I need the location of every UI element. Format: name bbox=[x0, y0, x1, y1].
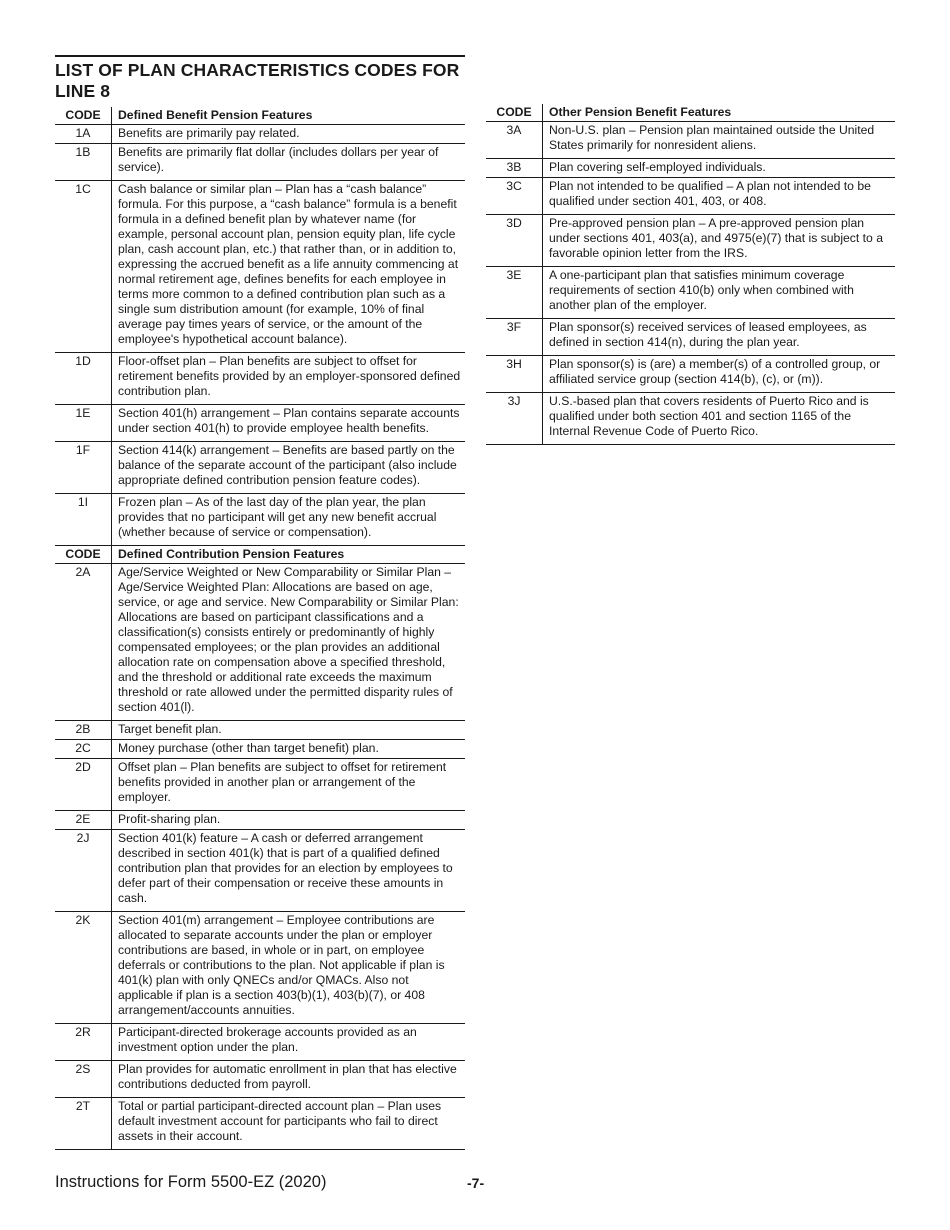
code-row-3j bbox=[486, 393, 895, 445]
code-cell: 1C bbox=[55, 181, 112, 353]
code-cell: 2J bbox=[55, 830, 112, 912]
description-cell: Non-U.S. plan – Pension plan maintained outside the United States primarily for nonresident aliens. bbox=[543, 122, 896, 159]
defined-contribution-rows bbox=[55, 564, 465, 1150]
code-row-2a bbox=[55, 564, 465, 721]
code-cell: 3F bbox=[486, 319, 543, 356]
description-cell: Money purchase (other than target benefit) plan. bbox=[112, 740, 466, 759]
code-cell: 1E bbox=[55, 405, 112, 442]
plan-codes-table-left bbox=[55, 107, 465, 1150]
description-cell: Offset plan – Plan benefits are subject to offset for retirement benefits provided in another plan or arrangement of the employer. bbox=[112, 759, 466, 811]
description-cell: A one-participant plan that satisfies minimum coverage requirements of section 410(b) only when combined with another plan of the employer. bbox=[543, 267, 896, 319]
description-cell: Target benefit plan. bbox=[112, 721, 466, 740]
code-cell: 2K bbox=[55, 912, 112, 1024]
code-row-1c bbox=[55, 181, 465, 353]
code-cell: 3D bbox=[486, 215, 543, 267]
description-cell: Section 401(k) feature – A cash or deferred arrangement described in section 401(k) that is part of a qualified defined contribution plan that provides for an election by employees to defer part of their compensation or receive these amounts in cash. bbox=[112, 830, 466, 912]
code-row-3a bbox=[486, 122, 895, 159]
code-column-header-other: CODE bbox=[486, 104, 543, 122]
code-row-2j bbox=[55, 830, 465, 912]
code-cell: 1B bbox=[55, 144, 112, 181]
code-cell: 2C bbox=[55, 740, 112, 759]
description-cell: Benefits are primarily flat dollar (includes dollars per year of service). bbox=[112, 144, 466, 181]
code-row-2k bbox=[55, 912, 465, 1024]
code-cell: 1F bbox=[55, 442, 112, 494]
plan-codes-table-right bbox=[486, 104, 895, 445]
code-cell: 2D bbox=[55, 759, 112, 811]
description-cell: Age/Service Weighted or New Comparability or Similar Plan – Age/Service Weighted Plan: Allocations are based on age, service, or age and service. New Comparability or Similar Plan: Allocations are based on participant classifications and a classification(s) consists entirely or predominantly of highly compensated employees; or the plan provides an additional allocation rate on compensation above a specified threshold, and the threshold or additional rate exceeds the maximum threshold or rate allowed under the permitted disparity rules of section 401(l). bbox=[112, 564, 466, 721]
description-cell: Total or partial participant-directed account plan – Plan uses default investment account for participants who fail to direct assets in their account. bbox=[112, 1098, 466, 1150]
code-row-3b bbox=[486, 159, 895, 178]
code-row-2d bbox=[55, 759, 465, 811]
code-row-1d bbox=[55, 353, 465, 405]
code-row-1b bbox=[55, 144, 465, 181]
page-title: LIST OF PLAN CHARACTERISTICS CODES FOR LINE 8 bbox=[55, 60, 460, 101]
code-cell: 3J bbox=[486, 393, 543, 445]
code-row-2b bbox=[55, 721, 465, 740]
code-cell: 2R bbox=[55, 1024, 112, 1061]
code-cell: 2E bbox=[55, 811, 112, 830]
code-row-3e bbox=[486, 267, 895, 319]
code-cell: 3C bbox=[486, 178, 543, 215]
defined-contribution-header: Defined Contribution Pension Features bbox=[112, 546, 466, 564]
form-title: Instructions for Form 5500-EZ (2020) bbox=[55, 1173, 327, 1191]
code-row-1e bbox=[55, 405, 465, 442]
description-cell: Plan sponsor(s) received services of leased employees, as defined in section 414(n), during the plan year. bbox=[543, 319, 896, 356]
description-cell: Participant-directed brokerage accounts provided as an investment option under the plan. bbox=[112, 1024, 466, 1061]
other-pension-header: Other Pension Benefit Features bbox=[543, 104, 896, 122]
description-cell: Frozen plan – As of the last day of the plan year, the plan provides that no participant will get any new benefit accrual (whether because of service or compensation). bbox=[112, 494, 466, 546]
description-cell: U.S.-based plan that covers residents of Puerto Rico and is qualified under both section 401 and section 1165 of the Internal Revenue Code of Puerto Rico. bbox=[543, 393, 896, 445]
defined-benefit-rows bbox=[55, 125, 465, 546]
code-cell: 1D bbox=[55, 353, 112, 405]
code-cell: 2S bbox=[55, 1061, 112, 1098]
description-cell: Benefits are primarily pay related. bbox=[112, 125, 466, 144]
code-cell: 3B bbox=[486, 159, 543, 178]
description-cell: Plan sponsor(s) is (are) a member(s) of a controlled group, or affiliated service group (section 414(b), (c), or (m)). bbox=[543, 356, 896, 393]
code-cell: 2T bbox=[55, 1098, 112, 1150]
description-cell: Pre-approved pension plan – A pre-approved pension plan under sections 401, 403(a), and 4975(e)(7) that is subject to a favorable opinion letter from the IRS. bbox=[543, 215, 896, 267]
code-cell: 1A bbox=[55, 125, 112, 144]
code-cell: 3H bbox=[486, 356, 543, 393]
defined-benefit-header: Defined Benefit Pension Features bbox=[112, 107, 466, 125]
description-cell: Plan provides for automatic enrollment in plan that has elective contributions deducted from payroll. bbox=[112, 1061, 466, 1098]
code-row-2e bbox=[55, 811, 465, 830]
code-row-1a bbox=[55, 125, 465, 144]
code-row-2s bbox=[55, 1061, 465, 1098]
description-cell: Cash balance or similar plan – Plan has a “cash balance” formula. For this purpose, a “cash balance” formula is a benefit formula in a defined benefit plan by whatever name (for example, personal account plan, pension equity plan, life cycle plan, cash account plan, etc.) that rather than, or in addition to, expressing the accrued benefit as a life annuity commencing at normal retirement age, defines benefits for each employee in terms more common to a defined contribution plan such as a single sum distribution amount (for example, 10% of final average pay times years of service, or the amount of the employee's hypothetical account balance). bbox=[112, 181, 466, 353]
code-row-2r bbox=[55, 1024, 465, 1061]
code-row-3f bbox=[486, 319, 895, 356]
code-row-3h bbox=[486, 356, 895, 393]
code-row-3c bbox=[486, 178, 895, 215]
code-cell: 3E bbox=[486, 267, 543, 319]
code-cell: 3A bbox=[486, 122, 543, 159]
description-cell: Section 401(m) arrangement – Employee contributions are allocated to separate accounts under the plan or employer contributions are based, in whole or in part, on employee deferrals or contributions to the plan. Not applicable if plan is 401(k) plan with only QNECs and/or QMACs. Also not applicable if plan is a section 403(b)(1), 403(b)(7), or 408 arrangement/accounts annuities. bbox=[112, 912, 466, 1024]
description-cell: Section 414(k) arrangement – Benefits are based partly on the balance of the separate account of the participant (also include appropriate defined contribution pension feature codes). bbox=[112, 442, 466, 494]
left-column bbox=[55, 55, 465, 1150]
code-cell: 2A bbox=[55, 564, 112, 721]
code-column-header-dc: CODE bbox=[55, 546, 112, 564]
code-row-3d bbox=[486, 215, 895, 267]
description-cell: Section 401(h) arrangement – Plan contains separate accounts under section 401(h) to provide employee health benefits. bbox=[112, 405, 466, 442]
description-cell: Plan covering self-employed individuals. bbox=[543, 159, 896, 178]
code-row-2t bbox=[55, 1098, 465, 1150]
code-cell: 2B bbox=[55, 721, 112, 740]
code-row-1i bbox=[55, 494, 465, 546]
right-column bbox=[486, 104, 895, 445]
code-column-header: CODE bbox=[55, 107, 112, 125]
description-cell: Profit-sharing plan. bbox=[112, 811, 466, 830]
code-row-2c bbox=[55, 740, 465, 759]
code-row-1f bbox=[55, 442, 465, 494]
description-cell: Floor-offset plan – Plan benefits are subject to offset for retirement benefits provided by an employer-sponsored defined contribution plan. bbox=[112, 353, 466, 405]
description-cell: Plan not intended to be qualified – A plan not intended to be qualified under section 401, 403, or 408. bbox=[543, 178, 896, 215]
code-cell: 1I bbox=[55, 494, 112, 546]
other-pension-rows bbox=[486, 122, 895, 445]
page-number: -7- bbox=[467, 1175, 485, 1191]
